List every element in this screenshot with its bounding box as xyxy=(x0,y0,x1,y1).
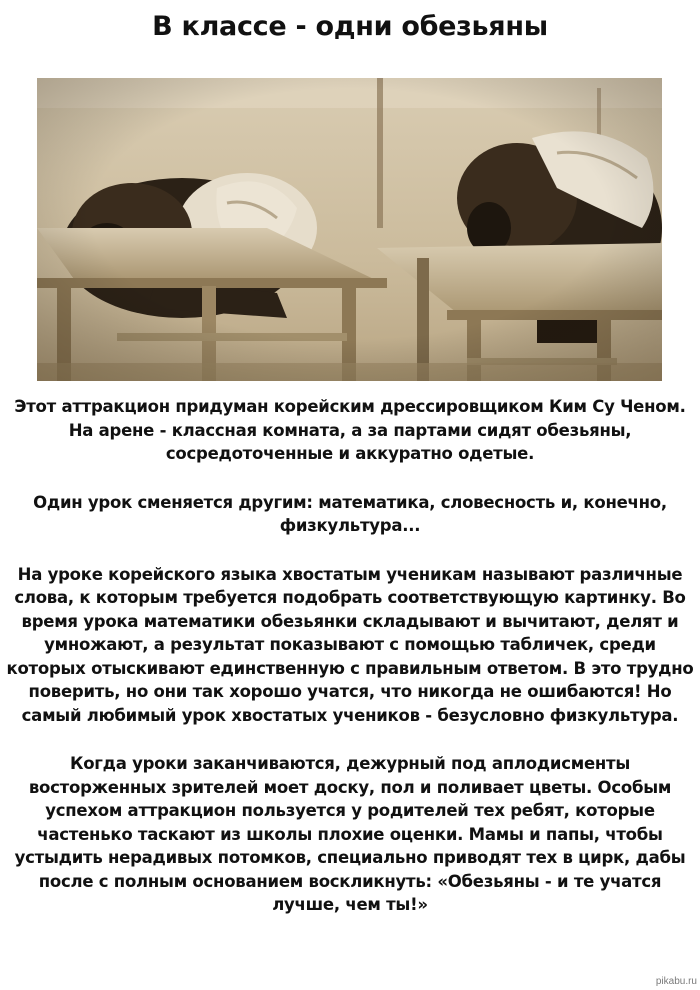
article-text xyxy=(6,395,694,942)
paragraph-1: Этот аттракцион придуман корейским дрессировщиком Ким Су Ченом. На арене - классная комната, а за партами сидят обезьяны, сосредоточенные и аккуратно одетые. xyxy=(14,397,686,463)
watermark: pikabu.ru xyxy=(655,976,697,987)
paragraph-3: На уроке корейского языка хвостатым ученикам называют различные слова, к которым требуется подобрать соответствующую картинку. Во время урока математики обезьянки складывают и вычитают, делят и умножают, а результат показывают с помощью табличек, среди которых отыскивают единственную с правильным ответом. В это трудно поверить, но они так хорошо учатся, что никогда не ошибаются! Но самый любимый урок хвостатых учеников - безусловно физкультура. xyxy=(6,564,694,725)
paragraph-4: Когда уроки заканчиваются, дежурный под аплодисменты восторженных зрителей моет доску, пол и поливает цветы. Особым успехом аттракцион пользуется у родителей тех ребят, которые частенько таскают из школы плохие оценки. Мамы и папы, чтобы устыдить нерадивых потомков, специально приводят тех в цирк, дабы после с полным основанием воскликнуть: «Обезьяны - и те учатся лучше, чем ты!» xyxy=(14,754,686,914)
photo-monkeys-at-desks xyxy=(37,78,662,381)
page-title: В классе - одни обезьяны xyxy=(152,11,548,42)
paragraph-2: Один урок сменяется другим: математика, словесность и, конечно, физкультура... xyxy=(33,492,667,535)
